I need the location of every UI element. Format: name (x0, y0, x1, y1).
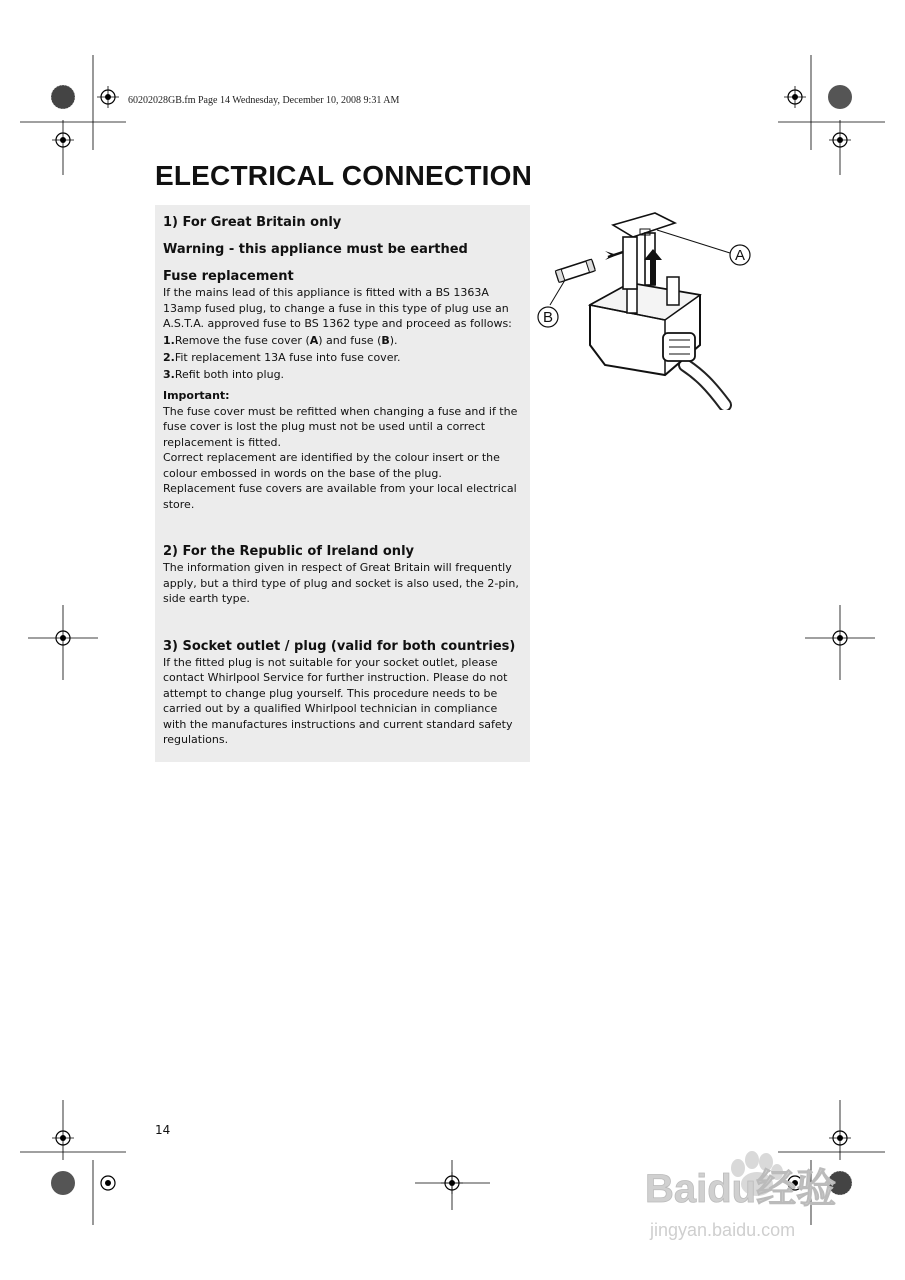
step-1-text-a: Remove the fuse cover ( (174, 333, 310, 347)
step-1-number: 1. (163, 333, 175, 347)
socket-paragraph: If the fitted plug is not suitable for your socket outlet, please contact Whirlpool Service for further instruction. Please do not attempt to change plug yourself. This procedure needs to be carried out by a qualified Whirlpool technician in compliance with the manufactures instructions and current standard safety regulations. (163, 655, 513, 746)
fuse-heading: Fuse replacement (163, 269, 294, 284)
plug-illustration (535, 205, 765, 410)
step-1 (163, 332, 522, 349)
page-number: 14 (155, 1123, 171, 1137)
step-2 (163, 349, 522, 366)
important-paragraph-2: Correct replacement are identified by the colour insert or the colour embossed in words on the base of the plug. (163, 451, 500, 480)
step-3-text: Refit both into plug. (174, 367, 285, 381)
step-3 (163, 366, 522, 383)
warning-heading: Warning - this appliance must be earthed (163, 242, 468, 257)
gb-heading: 1) For Great Britain only (163, 215, 342, 230)
important-paragraph-3: Replacement fuse covers are available from your local electrical store. (163, 482, 517, 511)
step-1-text-c: ). (389, 333, 398, 347)
watermark-brand: Baidu经验 (645, 1167, 837, 1211)
step-3-number: 3. (163, 367, 175, 381)
callout-b-label: B (542, 309, 554, 326)
step-2-text: Fit replacement 13A fuse into fuse cover. (174, 350, 401, 364)
page-title: ELECTRICAL CONNECTION (155, 160, 533, 191)
important-paragraph-1: The fuse cover must be refitted when changing a fuse and if the fuse cover is lost the plug must not be used until a correct replacement is fitted. (163, 404, 518, 449)
baidu-watermark (640, 1140, 860, 1250)
socket-heading: 3) Socket outlet / plug (valid for both countries) (163, 638, 516, 654)
instructions-panel (155, 205, 530, 762)
baidu-paw-icon (640, 1140, 860, 1250)
callout-a-label: A (734, 247, 746, 264)
fuse-cover-ref: A (309, 333, 319, 347)
fuse-paragraph: If the mains lead of this appliance is fitted with a BS 1363A 13amp fused plug, to change a fuse in this type of plug use an A.S.T.A. approved fuse to BS 1362 type and proceed as follows: (163, 286, 512, 330)
fuse-ref: B (381, 333, 390, 347)
ireland-paragraph: The information given in respect of Great Britain will frequently apply, but a third type of plug and socket is also used, the 2-pin, side earth type. (163, 561, 519, 605)
ireland-heading: 2) For the Republic of Ireland only (163, 544, 414, 559)
file-slug: 60202028GB.fm Page 14 Wednesday, December 10, 2008 9:31 AM (128, 95, 400, 106)
important-label: Important: (163, 388, 230, 402)
watermark-url: jingyan.baidu.com (650, 1220, 796, 1240)
step-2-number: 2. (163, 350, 175, 364)
step-1-text-b: ) and fuse ( (318, 333, 382, 347)
